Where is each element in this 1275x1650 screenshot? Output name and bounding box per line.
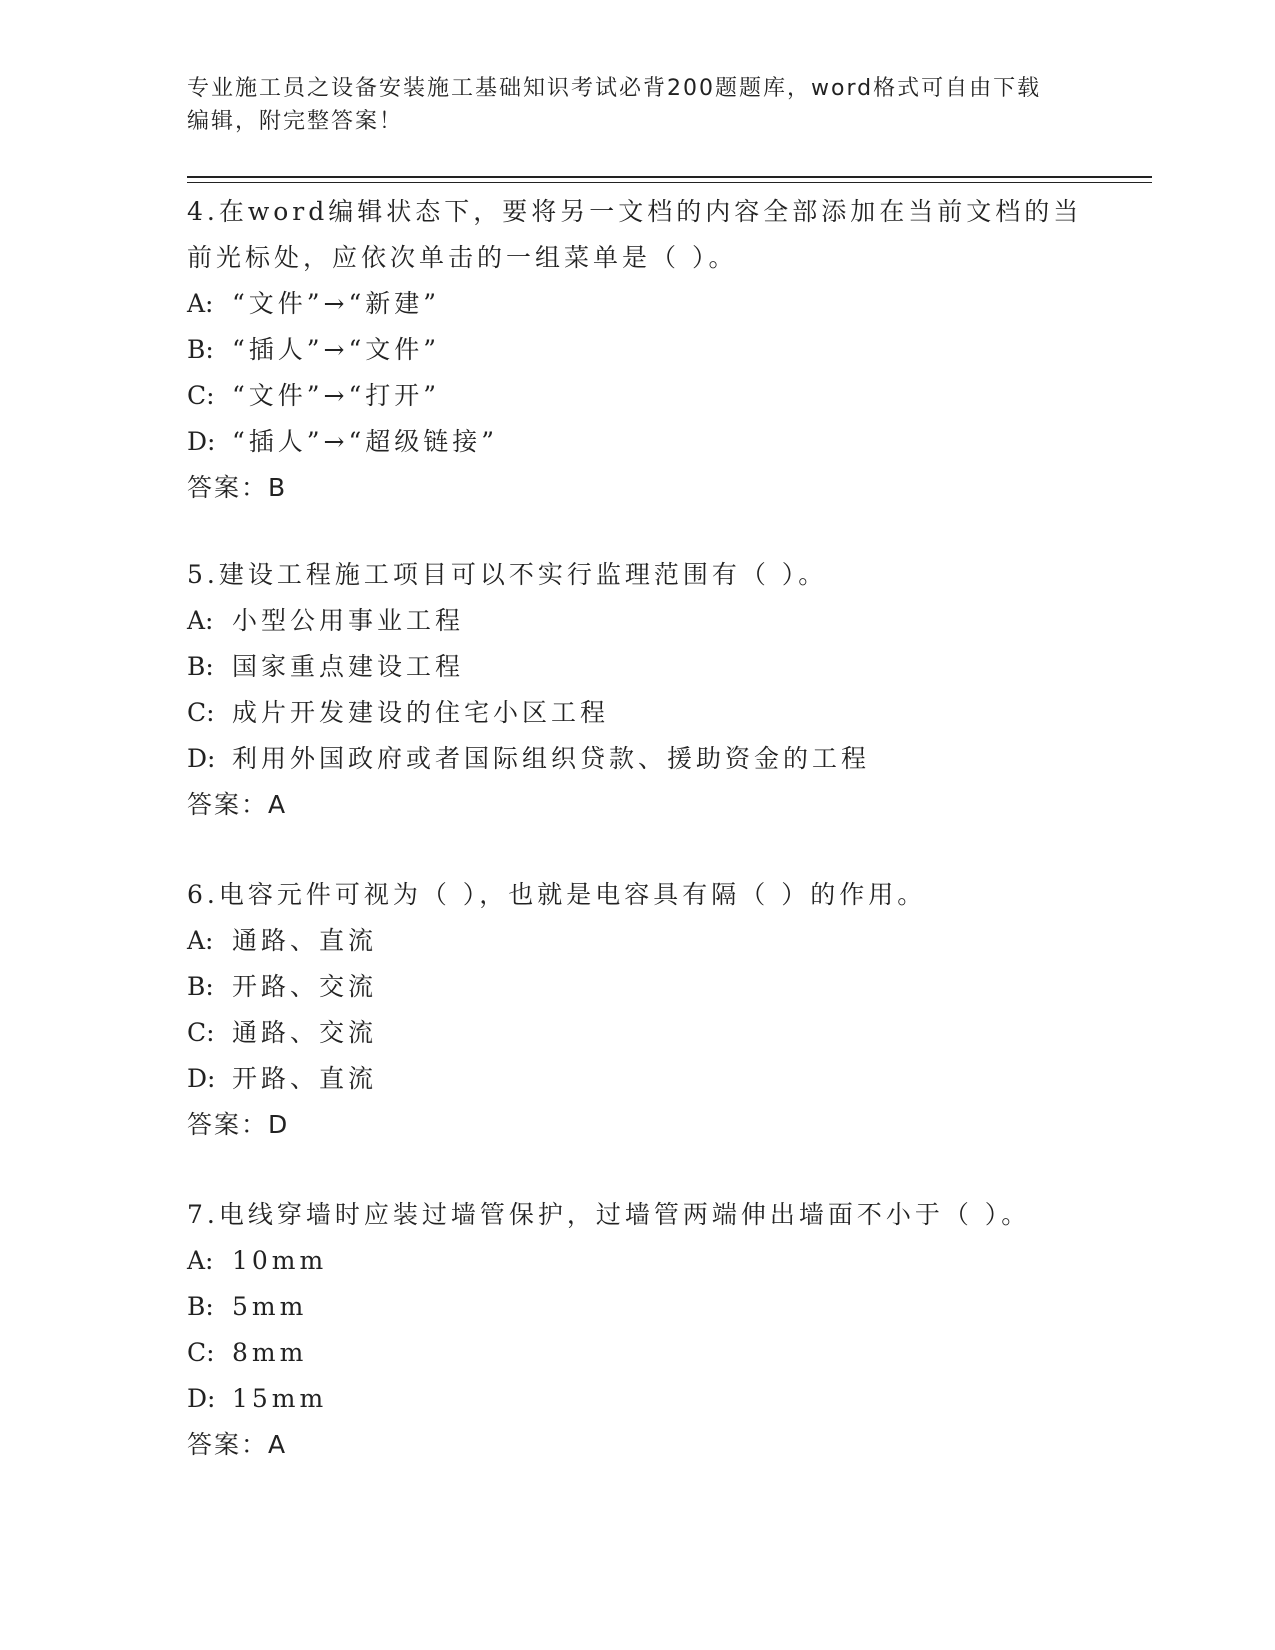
- option-letter: D:: [187, 744, 216, 773]
- option-a: [187, 281, 1087, 327]
- option-text: 利用外国政府或者国际组织贷款、援助资金的工程: [232, 744, 871, 773]
- option-c: [187, 1330, 1087, 1376]
- option-text: 通路、交流: [232, 1018, 378, 1047]
- option-text: “文件”→“新建”: [232, 289, 441, 318]
- option-text: 小型公用事业工程: [232, 606, 465, 635]
- option-a: [187, 598, 1087, 644]
- header-line-1: 专业施工员之设备安装施工基础知识考试必背200题题库，word格式可自由下载: [187, 76, 1042, 101]
- option-letter: A:: [187, 289, 214, 318]
- answer-text: 答案：A: [187, 790, 288, 819]
- option-letter: B:: [187, 1292, 214, 1321]
- header-divider-thin: [187, 182, 1152, 183]
- question-block: [187, 552, 1087, 828]
- option-letter: B:: [187, 972, 214, 1001]
- option-letter: C:: [187, 381, 215, 410]
- question-block: [187, 189, 1087, 511]
- option-b: [187, 964, 1087, 1010]
- header-line-2: 编辑，附完整答案！: [187, 109, 404, 134]
- option-letter: C:: [187, 1338, 215, 1367]
- option-d: [187, 1376, 1087, 1422]
- option-text: 8mm: [232, 1338, 308, 1367]
- option-d: [187, 736, 1087, 782]
- option-letter: C:: [187, 1018, 215, 1047]
- option-text: “文件”→“打开”: [232, 381, 441, 410]
- option-text: 5mm: [232, 1292, 308, 1321]
- option-text: 通路、直流: [232, 926, 378, 955]
- option-b: [187, 1284, 1087, 1330]
- question-text: 4.在word编辑状态下，要将另一文档的内容全部添加在当前文档的当: [187, 197, 1083, 226]
- option-text: 开路、交流: [232, 972, 378, 1001]
- question-block: [187, 872, 1087, 1148]
- option-letter: B:: [187, 652, 214, 681]
- option-text: “插人”→“文件”: [232, 335, 441, 364]
- option-text: 国家重点建设工程: [232, 652, 465, 681]
- option-letter: B:: [187, 335, 214, 364]
- option-letter: C:: [187, 698, 215, 727]
- option-letter: D:: [187, 427, 216, 456]
- option-text: 开路、直流: [232, 1064, 378, 1093]
- option-c: [187, 1010, 1087, 1056]
- answer-text: 答案：D: [187, 1110, 290, 1139]
- option-b: [187, 327, 1087, 373]
- option-letter: A:: [187, 1246, 214, 1275]
- question-text-continued: 前光标处，应依次单击的一组菜单是（ ）。: [187, 243, 738, 272]
- option-b: [187, 644, 1087, 690]
- option-text: 成片开发建设的住宅小区工程: [232, 698, 610, 727]
- document-header: [187, 72, 1087, 138]
- option-letter: D:: [187, 1064, 216, 1093]
- option-letter: A:: [187, 606, 214, 635]
- option-c: [187, 690, 1087, 736]
- option-text: “插人”→“超级链接”: [232, 427, 499, 456]
- option-text: 10mm: [232, 1246, 328, 1275]
- option-letter: A:: [187, 926, 214, 955]
- question-text: 7.电线穿墙时应装过墙管保护，过墙管两端伸出墙面不小于（ ）。: [187, 1200, 1031, 1229]
- option-c: [187, 373, 1087, 419]
- option-a: [187, 1238, 1087, 1284]
- answer-text: 答案：B: [187, 473, 288, 502]
- question-block: [187, 1192, 1087, 1468]
- option-text: 15mm: [232, 1384, 328, 1413]
- question-text: 6.电容元件可视为（ ），也就是电容具有隔（ ）的作用。: [187, 880, 927, 909]
- header-divider-thick: [187, 176, 1152, 178]
- option-letter: D:: [187, 1384, 216, 1413]
- option-a: [187, 918, 1087, 964]
- answer-text: 答案：A: [187, 1430, 288, 1459]
- question-text: 5.建设工程施工项目可以不实行监理范围有（ ）。: [187, 560, 828, 589]
- option-d: [187, 1056, 1087, 1102]
- option-d: [187, 419, 1087, 465]
